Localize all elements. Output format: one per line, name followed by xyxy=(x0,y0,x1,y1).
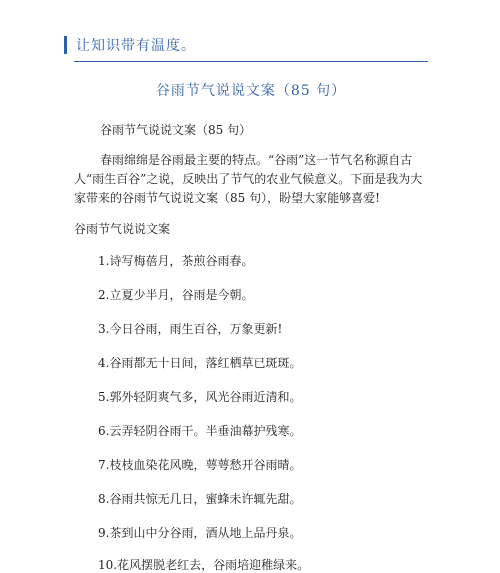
list-item: 5.郭外轻阴爽气多，风光谷雨近清和。 xyxy=(98,390,302,404)
list-item: 3.今日谷雨，雨生百谷，万象更新! xyxy=(98,322,283,336)
intro-paragraph: 春雨绵绵是谷雨最主要的特点。“谷雨”这一节气名称源自古人“雨生百谷”之说，反映出了节气的农业气候意义。下面是我为大家带来的谷雨节气说说文案（85 句），盼望大家能够喜爱! xyxy=(74,153,423,205)
list-item: 1.诗写梅蓓月，茶煎谷雨春。 xyxy=(98,254,254,268)
header-accent-bar xyxy=(64,36,67,54)
header-divider xyxy=(74,61,428,62)
list-item: 6.云弄轻阴谷雨干。半垂油幕护残寒。 xyxy=(98,424,302,438)
list-item: 10.花风摆脱老红去，谷雨培迎稚绿来。 xyxy=(98,558,310,572)
list-item: 2.立夏少半月，谷雨是今朝。 xyxy=(98,288,254,302)
header-slogan: 让知识带有温度。 xyxy=(76,38,196,54)
list-item: 4.谷雨都无十日间，落红栖草已斑斑。 xyxy=(98,356,302,370)
document-title: 谷雨节气说说文案（85 句） xyxy=(155,83,347,99)
section-heading: 谷雨节气说说文案 xyxy=(74,222,171,236)
document-subtitle: 谷雨节气说说文案（85 句） xyxy=(100,123,252,137)
list-item: 9.茶到山中分谷雨，酒从地上品丹泉。 xyxy=(98,526,302,540)
list-item: 8.谷雨共惊无几日，蜜蜂未许辄先甜。 xyxy=(98,492,302,506)
list-item: 7.枝枝血染花风晚，萼萼愁开谷雨晴。 xyxy=(98,458,302,472)
